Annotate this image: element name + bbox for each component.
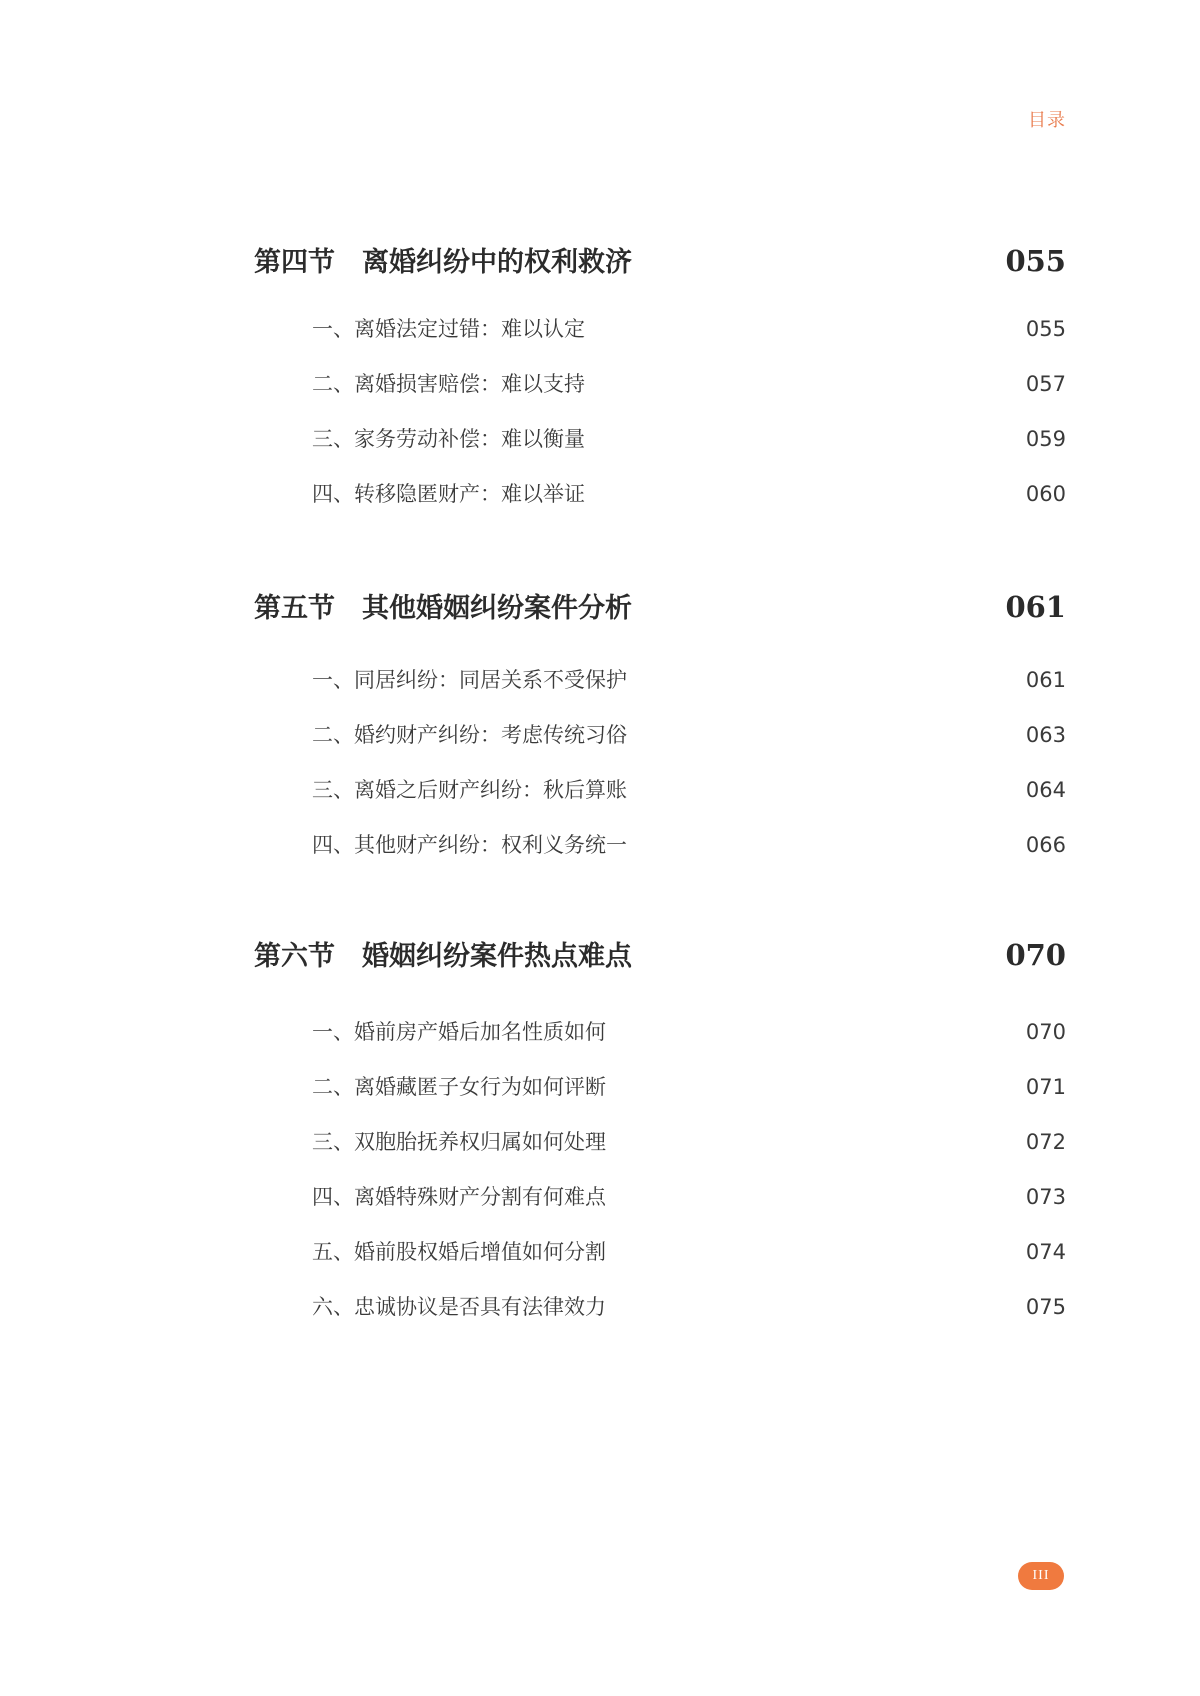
toc-entry-page: 075: [1025, 1295, 1066, 1319]
section-title: 第五节 其他婚姻纠纷案件分析: [254, 593, 632, 624]
toc-entry[interactable]: [254, 1071, 1066, 1126]
toc-entry-page: 060: [1025, 482, 1066, 506]
section-heading-row[interactable]: [254, 934, 1066, 974]
toc-entry-page: 063: [1025, 723, 1066, 747]
toc-entry-page: 072: [1025, 1130, 1066, 1154]
toc-header-label: 目录: [1028, 110, 1066, 131]
toc-entry[interactable]: [254, 1236, 1066, 1291]
toc-entry-title: 三、家务劳动补偿：难以衡量: [312, 427, 585, 451]
toc-entry-title: 一、同居纠纷：同居关系不受保护: [312, 668, 627, 692]
toc-entry-title: 五、婚前股权婚后增值如何分割: [312, 1240, 606, 1264]
toc-entry-title: 二、婚约财产纠纷：考虑传统习俗: [312, 723, 627, 747]
section-entries: [254, 664, 1066, 884]
toc-entry-title: 四、转移隐匿财产：难以举证: [312, 482, 585, 506]
toc-entry[interactable]: [254, 1126, 1066, 1181]
section-page-number: 070: [1005, 938, 1066, 972]
toc-entry-title: 三、离婚之后财产纠纷：秋后算账: [312, 778, 627, 802]
toc-entry-page: 066: [1025, 833, 1066, 857]
toc-entry-page: 071: [1025, 1075, 1066, 1099]
toc-entry-page: 061: [1025, 668, 1066, 692]
toc-entry-page: 064: [1025, 778, 1066, 802]
toc-section-6: [254, 934, 1066, 1346]
toc-entry-title: 六、忠诚协议是否具有法律效力: [312, 1295, 606, 1319]
toc-entry-title: 一、离婚法定过错：难以认定: [312, 317, 585, 341]
toc-entry-page: 074: [1025, 1240, 1066, 1264]
section-heading-row[interactable]: [254, 240, 1066, 280]
toc-entry-title: 一、婚前房产婚后加名性质如何: [312, 1020, 606, 1044]
toc-entry-page: 057: [1025, 372, 1066, 396]
toc-entry[interactable]: [254, 1181, 1066, 1236]
toc-entry[interactable]: [254, 664, 1066, 719]
page-number-badge: III: [1018, 1562, 1064, 1590]
toc-entry[interactable]: [254, 1016, 1066, 1071]
toc-entry-title: 四、其他财产纠纷：权利义务统一: [312, 833, 627, 857]
section-title: 第六节 婚姻纠纷案件热点难点: [254, 941, 632, 972]
toc-entry[interactable]: [254, 368, 1066, 423]
toc-entry-title: 二、离婚藏匿子女行为如何评断: [312, 1075, 606, 1099]
toc-entry-page: 059: [1025, 427, 1066, 451]
toc-entry-page: 070: [1025, 1020, 1066, 1044]
section-title: 第四节 离婚纠纷中的权利救济: [254, 247, 632, 278]
toc-entry[interactable]: [254, 1291, 1066, 1346]
toc-entry[interactable]: [254, 423, 1066, 478]
section-page-number: 061: [1005, 590, 1066, 624]
toc-entry[interactable]: [254, 719, 1066, 774]
toc-section-4: [254, 240, 1066, 533]
section-entries: [254, 313, 1066, 533]
toc-entry[interactable]: [254, 478, 1066, 533]
toc-entry-title: 二、离婚损害赔偿：难以支持: [312, 372, 585, 396]
toc-entry[interactable]: [254, 313, 1066, 368]
toc-entry-title: 三、双胞胎抚养权归属如何处理: [312, 1130, 606, 1154]
toc-entry[interactable]: [254, 774, 1066, 829]
toc-entry[interactable]: [254, 829, 1066, 884]
toc-entry-page: 073: [1025, 1185, 1066, 1209]
section-heading-row[interactable]: [254, 586, 1066, 626]
toc-entry-page: 055: [1025, 317, 1066, 341]
toc-entry-title: 四、离婚特殊财产分割有何难点: [312, 1185, 606, 1209]
section-page-number: 055: [1005, 244, 1066, 278]
toc-section-5: [254, 586, 1066, 884]
section-entries: [254, 1016, 1066, 1346]
